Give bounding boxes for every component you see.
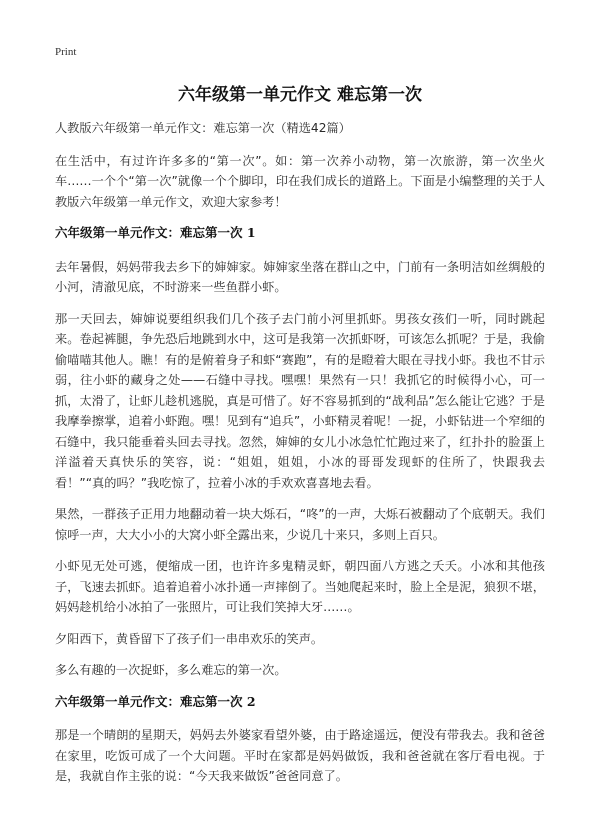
section-1-paragraph: 去年暑假，妈妈带我去乡下的婶婶家。婶婶家坐落在群山之中，门前有一条明洁如丝绸般的小河，清澈见底，不时游来一些鱼群小虾。 (55, 259, 545, 294)
section-1-paragraph: 多么有趣的一次捉虾，多么难忘的第一次。 (55, 663, 287, 677)
intro-paragraph: 在生活中，有过许许多多的“第一次”。如：第一次养小动物，第一次旅游，第一次坐火车……一个个“第一次”就像一个个脚印，印在我们成长的道路上。下面是小编整理的关于人教版六年级第一单元作文，欢迎大家参考！ (55, 153, 545, 209)
section-1-paragraph: 那一天回去，婶婶说要组织我们几个孩子去门前小河里抓虾。男孩女孩们一听，同时跳起来。卷起裤腿，争先恐后地跳到水中，这可是我第一次抓虾呀，可该怎么抓呢？于是，我偷偷喵喵其他人。瞧！有的是俯着身子和虾“赛跑”，有的是瞪着大眼在寻找小虾。我也不甘示弱，往小虾的藏身之处——石缝中寻找。嘿嘿！果然有一只！我抓它的时候得小心，可一抓，太滑了，让虾儿趁机逃脱，真是可惜了。好不容易抓到的“战利品”怎么能让它逃？于是我摩拳擦掌，追着小虾跑。嘿！见到有“追兵”，小虾精灵着呢！一捉，小虾钻进一个窄细的石缝中，我只能垂着头回去寻找。忽然，婶婶的女儿小冰急忙忙跑过来了，红扑扑的脸蛋上洋溢着天真快乐的笑容，说：“姐姐，姐姐，小冰的哥哥发现虾的住所了，快跟我去看！”“真的吗？”我吃惊了，拉着小冰的手欢欢喜喜地去看。 (55, 311, 545, 490)
section-heading-2: 六年级第一单元作文：难忘第一次 2 (55, 693, 256, 709)
section-1-paragraph: 夕阳西下，黄昏留下了孩子们一串串欢乐的笑声。 (55, 631, 324, 646)
section-heading-1: 六年级第一单元作文：难忘第一次 1 (55, 225, 256, 240)
article-body (55, 118, 545, 798)
section-2-paragraph: 那是一个晴朗的星期天，妈妈去外婆家看望外婆，由于路途遥远，便没有带我去。我和爸爸在家里，吃饭可成了一个大问题。平时在家都是妈妈做饭，我和爸爸就在客厅看电视。于是，我就自作主张的说：“今天我来做饭”爸爸同意了。 (55, 728, 545, 783)
section-1-paragraph: 果然，一群孩子正用力地翻动着一块大烁石，“咚”的一声，大烁石被翻动了个底朝天。我们惊呼一声，大大小小的大窝小虾全露出来，少说几十来只，多则上百只。 (55, 507, 545, 542)
article-subtitle: 人教版六年级第一单元作文：难忘第一次（精选42篇） (55, 121, 351, 135)
page-title: 六年级第一单元作文 难忘第一次 (178, 85, 422, 105)
section-1-paragraph: 小虾见无处可逃，便缩成一团，也许许多鬼精灵虾，朝四面八方逃之夭夭。小冰和其他孩子，飞速去抓虾。追着追着小冰扑通一声摔倒了。当她爬起来时，脸上全是泥，狼狈不堪，妈妈趁机给小冰拍了一张照片，可让我们笑掉大牙……。 (55, 559, 545, 614)
print-link[interactable]: Print (55, 46, 77, 58)
